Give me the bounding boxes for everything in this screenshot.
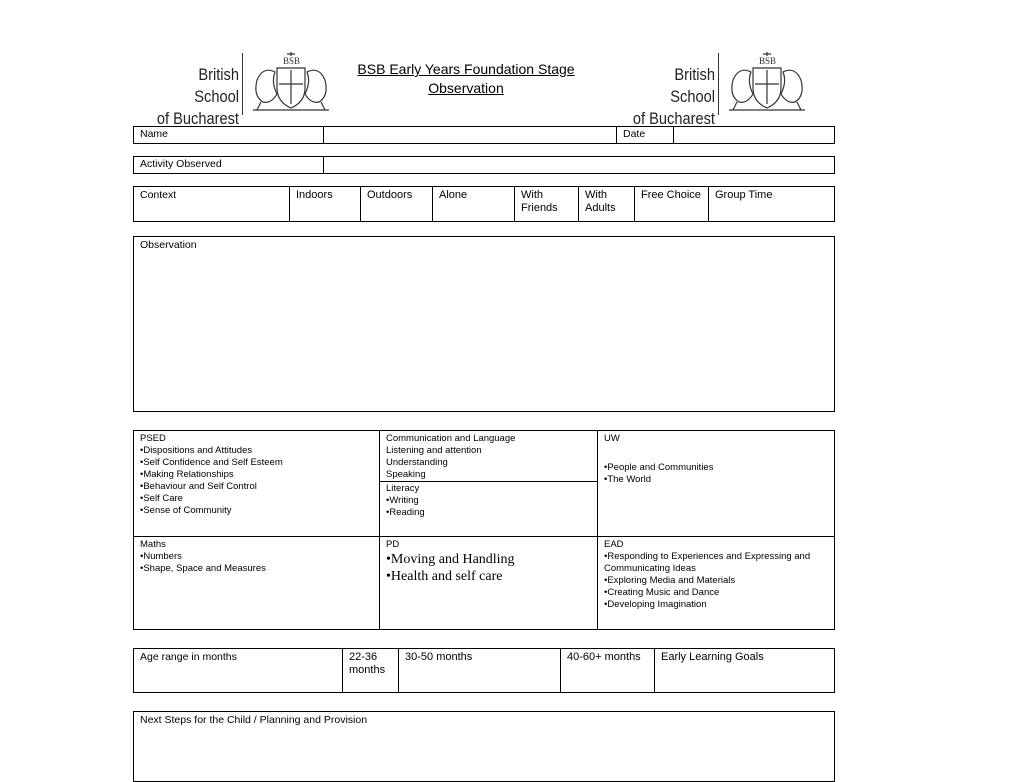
maths-title: Maths [140, 539, 166, 550]
pd-title: PD [386, 539, 400, 550]
uw-item: • People and Communities [604, 462, 828, 474]
context-option-indoors[interactable]: Indoors [290, 187, 361, 222]
svg-text:BSB: BSB [283, 56, 301, 66]
pd-item: • Moving and Handling [386, 551, 591, 568]
next-steps-box[interactable] [134, 712, 835, 782]
next-steps-table [133, 711, 835, 782]
uw-cell[interactable] [598, 431, 835, 537]
context-option-free-choice[interactable]: Free Choice [635, 187, 709, 222]
school-logo-left [133, 50, 333, 128]
logo-divider [718, 53, 719, 115]
activity-label: Activity Observed [134, 157, 324, 174]
age-range-label: Age range in months [134, 649, 343, 693]
literacy-section [380, 481, 597, 519]
age-option-30-50[interactable]: 30-50 months [399, 649, 561, 693]
context-label: Context [134, 187, 290, 222]
age-option-elg[interactable]: Early Learning Goals [655, 649, 835, 693]
context-option-with-friends[interactable]: With Friends [515, 187, 579, 222]
uw-title: UW [604, 433, 620, 444]
observation-label: Observation [140, 239, 197, 251]
context-table [133, 186, 835, 222]
form-title: BSB Early Years Foundation Stage Observation [357, 61, 575, 96]
logo-divider [242, 53, 243, 115]
areas-table [133, 430, 835, 630]
maths-item: • Shape, Space and Measures [140, 563, 373, 575]
svg-text:BSB: BSB [759, 56, 777, 66]
age-range-table [133, 648, 835, 693]
psed-cell[interactable] [134, 431, 380, 537]
date-label: Date [617, 127, 674, 144]
maths-cell[interactable] [134, 537, 380, 630]
pd-cell[interactable] [380, 537, 598, 630]
literacy-item: • Writing [386, 495, 591, 507]
psed-item: • Sense of Community [140, 505, 373, 517]
cl-title: Communication and Language [386, 433, 516, 444]
context-option-outdoors[interactable]: Outdoors [361, 187, 433, 222]
next-steps-label: Next Steps for the Child / Planning and Provision [140, 714, 368, 726]
school-name: British School of Bucharest [632, 65, 715, 128]
ead-item: • Exploring Media and Materials [604, 575, 828, 587]
literacy-item: • Reading [386, 507, 591, 519]
activity-table [133, 156, 835, 174]
name-label: Name [134, 127, 324, 144]
psed-item: • Making Relationships [140, 469, 373, 481]
cl-item: Understanding [386, 457, 448, 468]
psed-item: • Self Care [140, 493, 373, 505]
ead-item: • Responding to Experiences and Expressing and Communicating Ideas [604, 551, 828, 575]
date-field[interactable] [674, 127, 835, 144]
context-option-with-adults[interactable]: With Adults [579, 187, 635, 222]
literacy-title: Literacy [386, 483, 420, 494]
school-name: British School of Bucharest [156, 65, 239, 128]
observation-table [133, 236, 835, 412]
cl-item: Listening and attention [386, 445, 482, 456]
crest-icon [247, 50, 335, 118]
age-option-40-60[interactable]: 40-60+ months [561, 649, 655, 693]
context-option-alone[interactable]: Alone [433, 187, 515, 222]
crest-icon [723, 50, 811, 118]
activity-field[interactable] [324, 157, 835, 174]
psed-title: PSED [140, 433, 166, 444]
ead-item: • Creating Music and Dance [604, 587, 828, 599]
name-field[interactable] [324, 127, 617, 144]
maths-item: • Numbers [140, 551, 373, 563]
name-date-table [133, 126, 835, 144]
observation-box[interactable] [134, 237, 835, 412]
school-logo-right [609, 50, 809, 128]
psed-item: • Dispositions and Attitudes [140, 445, 373, 457]
context-option-group-time[interactable]: Group Time [709, 187, 835, 222]
ead-cell[interactable] [598, 537, 835, 630]
ead-item: • Developing Imagination [604, 599, 828, 611]
psed-item: • Behaviour and Self Control [140, 481, 373, 493]
uw-item: • The World [604, 474, 828, 486]
pd-item: • Health and self care [386, 568, 591, 585]
psed-item: • Self Confidence and Self Esteem [140, 457, 373, 469]
cl-item: Speaking [386, 469, 426, 480]
communication-literacy-cell[interactable] [380, 431, 598, 537]
age-option-22-36[interactable]: 22-36 months [343, 649, 399, 693]
ead-title: EAD [604, 539, 624, 550]
